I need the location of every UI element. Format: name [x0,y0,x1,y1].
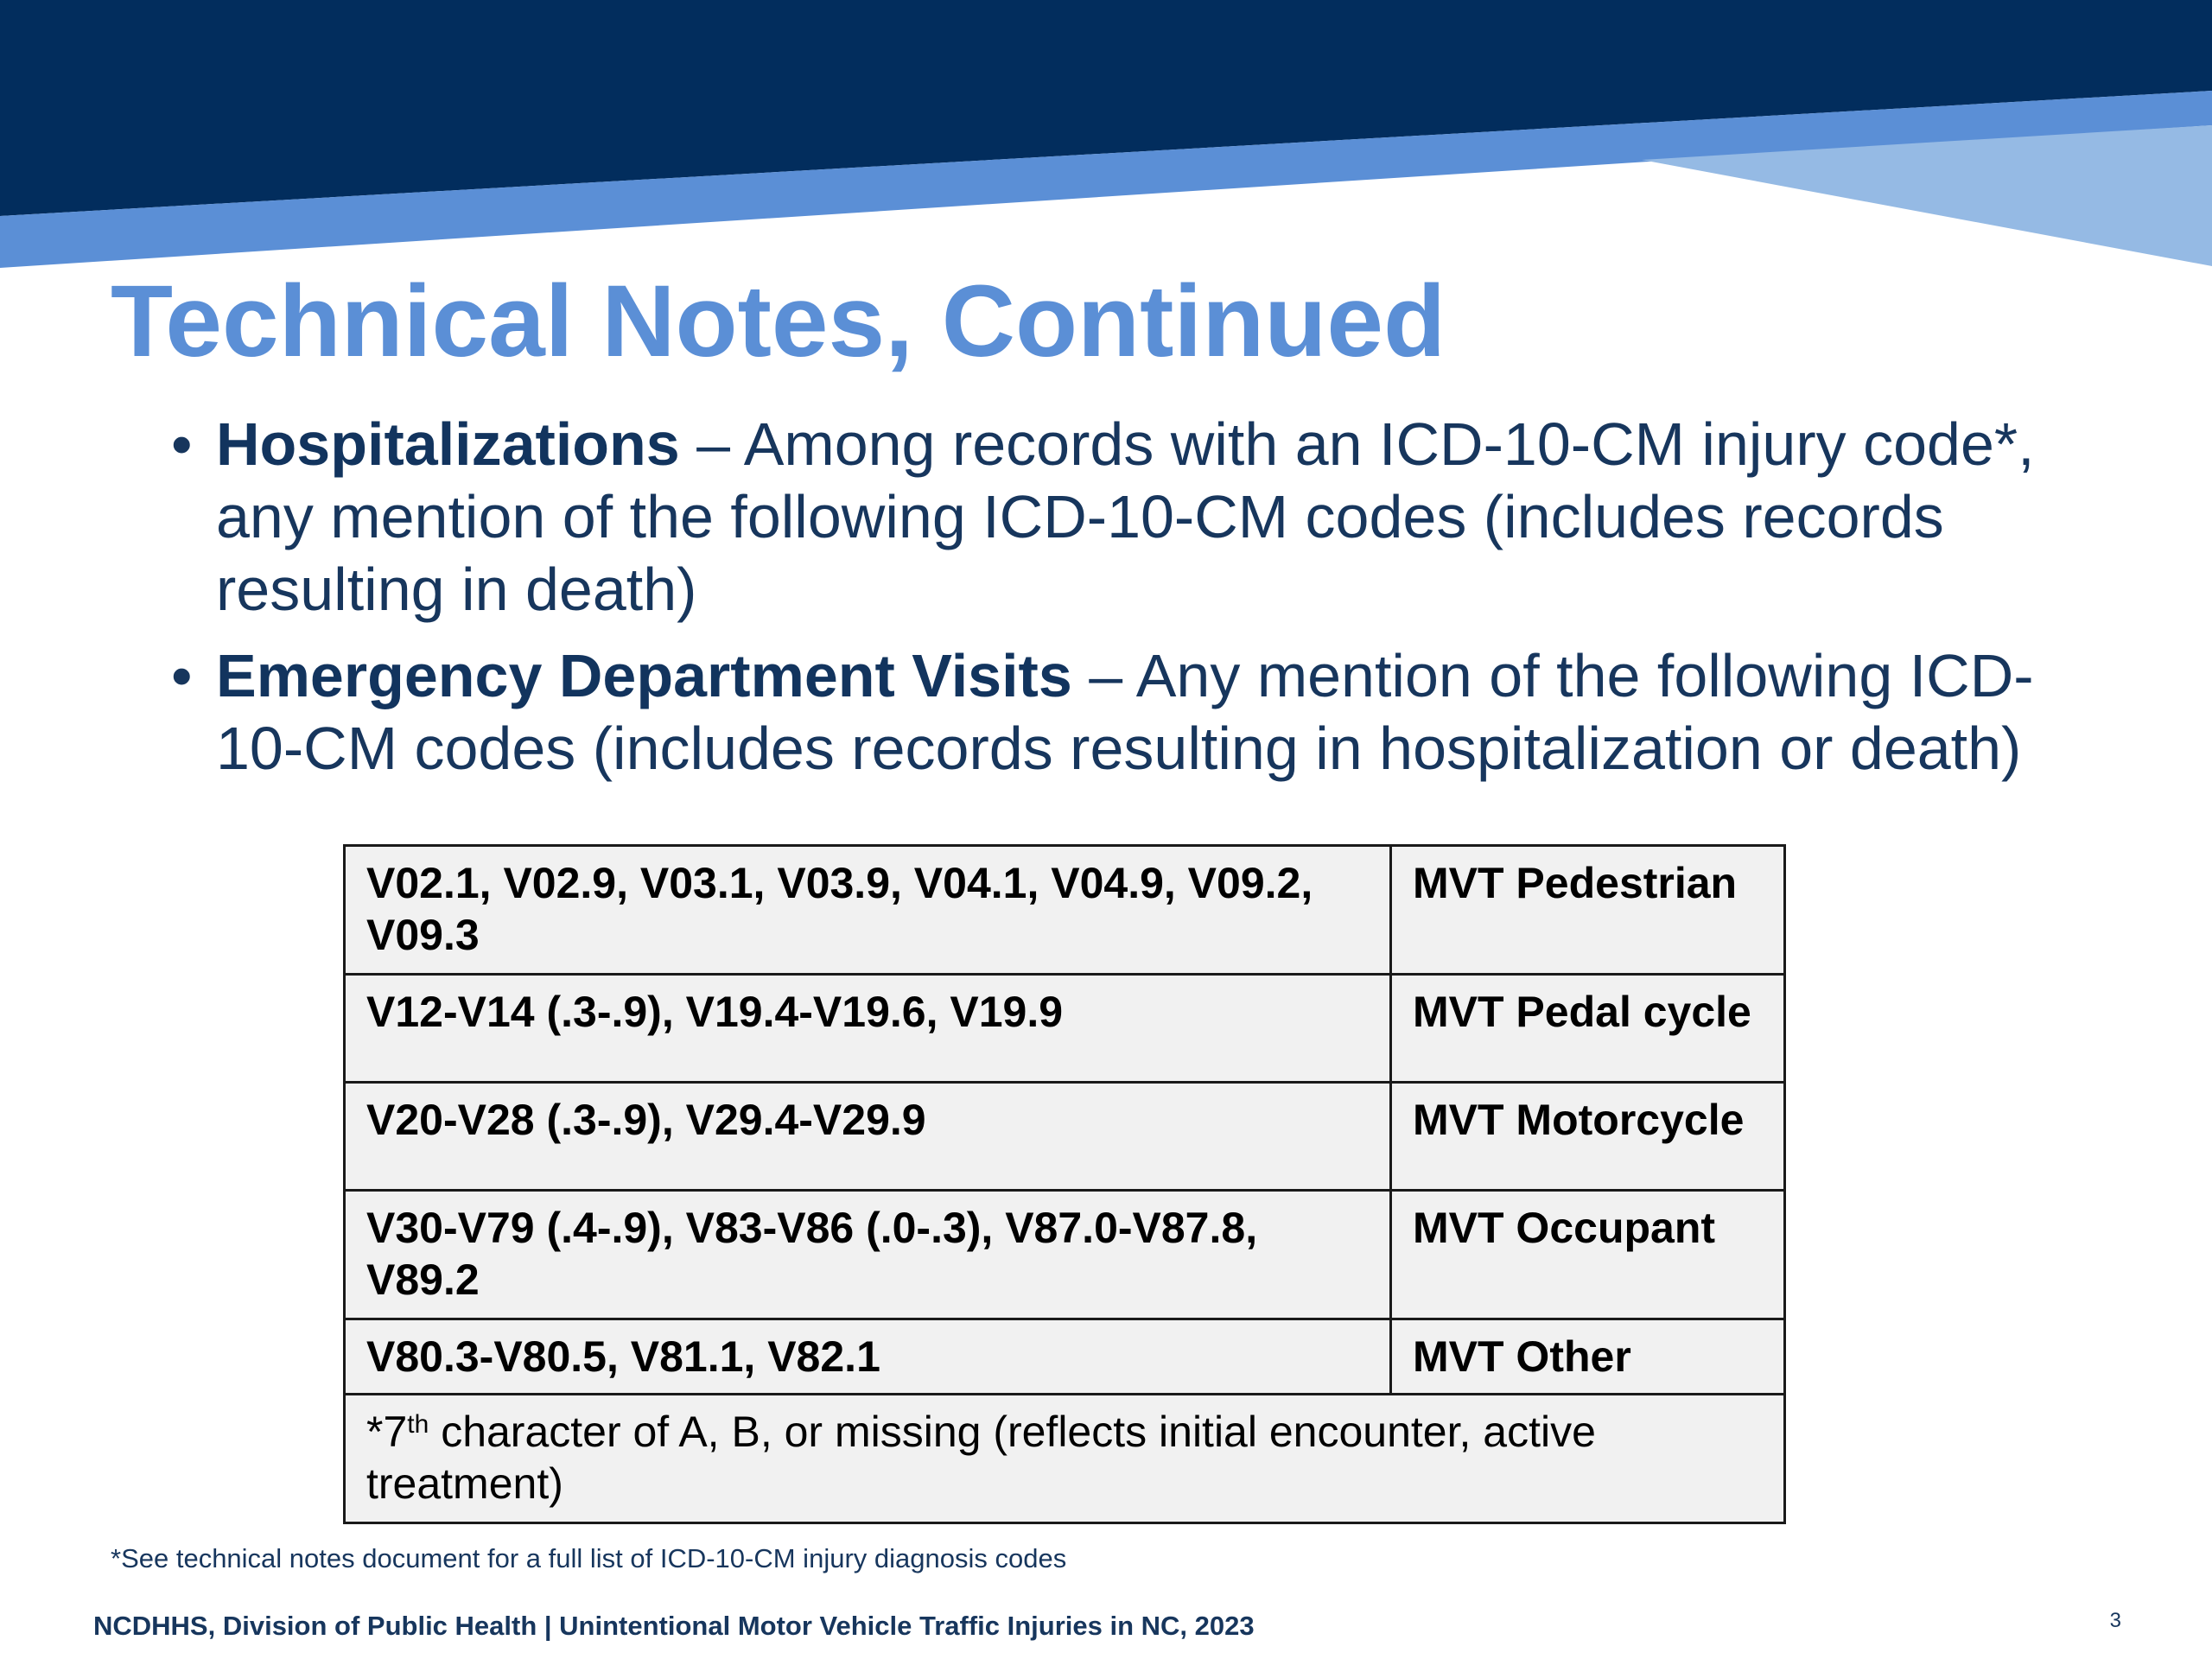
code-cell: V02.1, V02.9, V03.1, V03.9, V04.1, V04.9, V09.2, V09.3 [345,846,1391,975]
slide-title: Technical Notes, Continued [111,264,1446,378]
code-cell: V12-V14 (.3-.9), V19.4-V19.6, V19.9 [345,975,1391,1083]
page-number: 3 [2109,1609,2121,1632]
table-note [345,1395,1785,1523]
note-text: character of A, B, or missing (reflects initial encounter, active treatment) [366,1408,1596,1508]
table-note-row [345,1395,1785,1523]
footnote: *See technical notes document for a full list of ICD-10-CM injury diagnosis codes [111,1543,1067,1573]
bullet-hospitalizations [171,408,2089,626]
code-cell: V80.3-V80.5, V81.1, V82.1 [345,1319,1391,1395]
bullet-list [171,408,2089,798]
header-banner [0,0,2212,276]
icd-code-table [343,844,1786,1524]
table-row [345,1191,1785,1319]
table-row [345,1083,1785,1191]
bullet-dot: • [171,642,193,709]
bullet-term: Hospitalizations [216,410,680,478]
table-row [345,975,1785,1083]
category-cell: MVT Pedestrian [1391,846,1785,975]
category-cell: MVT Pedal cycle [1391,975,1785,1083]
bullet-emergency-department [171,639,2089,785]
bullet-dot: • [171,410,193,478]
category-cell: MVT Other [1391,1319,1785,1395]
category-cell: MVT Motorcycle [1391,1083,1785,1191]
code-cell: V30-V79 (.4-.9), V83-V86 (.0-.3), V87.0-V87.8, V89.2 [345,1191,1391,1319]
table-row [345,1319,1785,1395]
table-row [345,846,1785,975]
category-cell: MVT Occupant [1391,1191,1785,1319]
bullet-text: – Among records with an ICD-10-CM injury code*, any mention of the following ICD-10-CM codes (includes records resulting in death) [216,410,2035,623]
slide-footer: NCDHHS, Division of Public Health | Unintentional Motor Vehicle Traffic Injuries in NC, 2023 [93,1611,1255,1641]
note-prefix: *7 [366,1408,408,1456]
bullet-term: Emergency Department Visits [216,642,1072,709]
bullet-text: – Any mention of the following ICD-10-CM codes (includes records resulting in hospitalization or death) [216,642,2034,782]
note-superscript: th [407,1410,429,1439]
code-cell: V20-V28 (.3-.9), V29.4-V29.9 [345,1083,1391,1191]
